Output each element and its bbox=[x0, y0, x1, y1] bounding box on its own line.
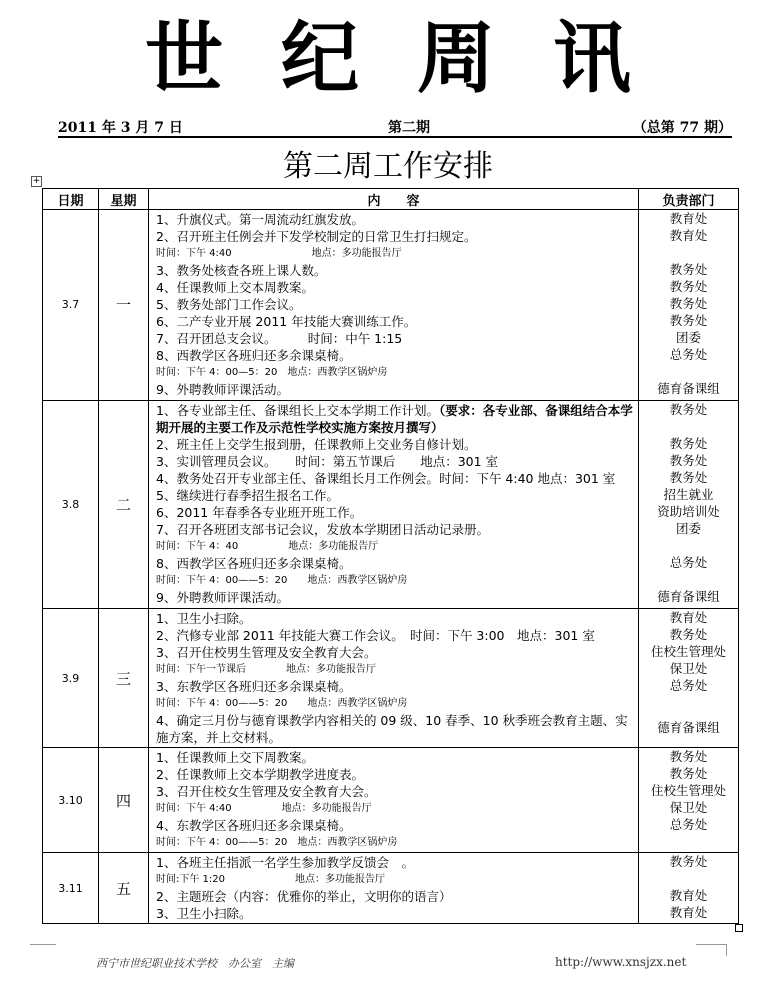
issue-number: 第二期 bbox=[388, 120, 430, 136]
task-time-location: 时间：下午 4：00—5：20 地点：西教学区锅炉房 bbox=[156, 367, 388, 378]
day-row bbox=[43, 210, 739, 401]
cell-content bbox=[149, 210, 639, 401]
task-item: 2、主题班会（内容：优雅你的举止，文明你的语言） bbox=[156, 889, 452, 905]
dept-label: 教务处 bbox=[669, 262, 708, 277]
task-item: 3、教务处核查各班上课人数。 bbox=[156, 263, 327, 278]
task-item: 2、班主任上交学生报到册，任课教师上交业务自修计划。 bbox=[156, 436, 477, 452]
task-item: 4、确定三月份与德育课教学内容相关的 09 级、10 春季、10 秋季班会教育主题、实施方案，并上交材料。 bbox=[156, 712, 628, 745]
footer-editor: 西宁市世纪职业技术学校 办公室 主编 bbox=[96, 957, 294, 970]
task-item: 4、教务处召开专业部主任、备课组长月工作例会。时间：下午 4:40 地点：301 室 bbox=[156, 470, 616, 486]
table-resize-handle[interactable] bbox=[735, 924, 743, 932]
task-time-location: 时间：下午 4:40 地点：多功能报告厅 bbox=[156, 248, 402, 259]
task-time-location: 时间：下午 4：40 地点：多功能报告厅 bbox=[156, 540, 379, 552]
task-item: 2、汽修专业部 2011 年技能大赛工作会议。 时间：下午 3:00 地点：301 室 bbox=[156, 627, 595, 643]
table-move-handle-icon[interactable]: + bbox=[32, 176, 41, 186]
task-time-location: 时间:下午 1:20 地点：多功能报告厅 bbox=[156, 874, 386, 886]
dept-label: 教务处 bbox=[669, 749, 708, 765]
header-dept: 负责部门 bbox=[639, 189, 739, 210]
dept-label: 团委 bbox=[675, 520, 701, 536]
cell-date: 3.8 bbox=[43, 400, 99, 608]
day-row bbox=[43, 608, 739, 747]
cell-content bbox=[149, 608, 639, 747]
task-item: 6、二产专业开展 2011 年技能大赛训练工作。 bbox=[156, 314, 417, 329]
dept-label bbox=[639, 694, 738, 711]
crop-mark bbox=[726, 944, 728, 956]
cell-weekday: 二 bbox=[99, 400, 149, 608]
task-time-location: 时间：下午 4：00——5：20 地点：西教学区锅炉房 bbox=[156, 837, 398, 849]
dept-label: 教务处 bbox=[669, 435, 708, 451]
task-item: 6、2011 年春季各专业班开班工作。 bbox=[156, 504, 363, 520]
dept-label: 教育处 bbox=[669, 905, 708, 921]
cell-content bbox=[149, 748, 639, 853]
task-text: 1、各专业部主任、备课组长上交本学期工作计划。 bbox=[156, 402, 439, 418]
dept-label: 教务处 bbox=[669, 469, 708, 485]
dept-label: 教务处 bbox=[669, 296, 708, 311]
dept-label: 德育备课组 bbox=[657, 381, 720, 396]
dept-label: 教务处 bbox=[669, 279, 708, 294]
task-item: 8、西教学区各班归还多余课桌椅。 bbox=[156, 555, 352, 571]
cell-dept bbox=[639, 400, 739, 608]
cell-weekday: 三 bbox=[99, 608, 149, 747]
cell-weekday: 一 bbox=[99, 210, 149, 401]
task-requirement: （要求：各专业部、备课组结合本学期开展的主要工作及示范性学校实施方案按月撰写） bbox=[156, 402, 633, 435]
crop-mark bbox=[30, 944, 56, 953]
table-header-row bbox=[43, 189, 739, 210]
task-item: 1、升旗仪式。第一周流动红旗发放。 bbox=[156, 212, 364, 227]
dept-label bbox=[639, 571, 738, 588]
masthead-title: 世纪周讯 bbox=[144, 13, 689, 104]
dept-label: 总务处 bbox=[669, 677, 708, 693]
header-content: 内 容 bbox=[149, 189, 639, 210]
dept-label: 教务处 bbox=[669, 313, 708, 328]
cell-date: 3.11 bbox=[43, 853, 99, 924]
task-item: 3、实训管理员会议。 时间：第五节课后 地点：301 室 bbox=[156, 453, 499, 469]
task-time-location: 时间：下午 4:40 地点：多功能报告厅 bbox=[156, 803, 372, 815]
dept-label: 总务处 bbox=[669, 554, 708, 570]
dept-label: 教务处 bbox=[669, 766, 708, 782]
dept-label bbox=[639, 870, 738, 887]
task-item: 5、继续进行春季招生报名工作。 bbox=[156, 487, 339, 503]
task-item: 3、卫生小扫除。 bbox=[156, 906, 252, 922]
dept-label: 总务处 bbox=[669, 347, 708, 362]
day-row bbox=[43, 400, 739, 608]
day-row bbox=[43, 853, 739, 924]
issue-total: （总第 77 期） bbox=[632, 120, 732, 136]
cell-weekday: 四 bbox=[99, 748, 149, 853]
cell-date: 3.10 bbox=[43, 748, 99, 853]
task-time-location: 时间：下午 4：00——5：20 地点：西教学区锅炉房 bbox=[156, 574, 408, 586]
dept-label: 保卫处 bbox=[669, 800, 708, 816]
task-item: 1、各班主任指派一名学生参加教学反馈会 。 bbox=[156, 855, 414, 871]
dept-label bbox=[639, 363, 738, 380]
cell-content bbox=[149, 400, 639, 608]
dept-label: 教务处 bbox=[669, 854, 708, 870]
dept-label: 教育处 bbox=[669, 211, 708, 226]
dept-label: 教务处 bbox=[669, 452, 708, 468]
task-item: 8、西教学区各班归还多余课桌椅。 bbox=[156, 348, 352, 363]
header-day: 星期 bbox=[99, 189, 149, 210]
task-item: 7、召开团总支会议。 时间：中午 1:15 bbox=[156, 331, 403, 346]
dept-label: 教育处 bbox=[669, 609, 708, 625]
day-row bbox=[43, 748, 739, 853]
task-item: 9、外聘教师评课活动。 bbox=[156, 382, 289, 397]
cell-date: 3.9 bbox=[43, 608, 99, 747]
crop-mark bbox=[696, 944, 726, 953]
task-item bbox=[156, 402, 635, 436]
task-item: 1、任课教师上交下周教案。 bbox=[156, 750, 314, 766]
task-item: 7、召开各班团支部书记会议，发放本学期团日活动记录册。 bbox=[156, 521, 489, 537]
task-time-location: 时间：下午一节课后 地点：多功能报告厅 bbox=[156, 663, 376, 675]
task-item: 2、召开班主任例会并下发学校制定的日常卫生打扫规定。 bbox=[156, 229, 477, 244]
task-item: 1、卫生小扫除。 bbox=[156, 610, 252, 626]
cell-weekday: 五 bbox=[99, 853, 149, 924]
schedule-table bbox=[42, 188, 739, 924]
task-item: 9、外聘教师评课活动。 bbox=[156, 589, 289, 605]
cell-dept bbox=[639, 608, 739, 747]
dept-label: 招生就业 bbox=[663, 486, 714, 502]
schedule-title: 第二周工作安排 bbox=[283, 149, 493, 184]
dept-label: 教育处 bbox=[669, 888, 708, 904]
dept-label: 德育备课组 bbox=[657, 588, 720, 604]
dept-label: 教务处 bbox=[669, 626, 708, 642]
issue-date: 2011 年 3 月 7 日 bbox=[58, 120, 183, 136]
task-item: 4、东教学区各班归还多余课桌椅。 bbox=[156, 818, 352, 834]
dept-label: 住校生管理处 bbox=[650, 783, 726, 799]
dept-label: 保卫处 bbox=[669, 660, 708, 676]
dept-label: 团委 bbox=[675, 330, 701, 345]
dept-label bbox=[639, 537, 738, 554]
issue-line bbox=[58, 116, 732, 138]
dept-label: 资助培训处 bbox=[657, 503, 720, 519]
task-item: 4、任课教师上交本周教案。 bbox=[156, 280, 314, 295]
cell-dept bbox=[639, 853, 739, 924]
task-item: 3、召开住校女生管理及安全教育大会。 bbox=[156, 784, 377, 800]
footer-url[interactable]: http://www.xnsjzx.net bbox=[555, 955, 687, 969]
dept-label bbox=[639, 833, 738, 850]
cell-date: 3.7 bbox=[43, 210, 99, 401]
cell-dept bbox=[639, 210, 739, 401]
dept-label bbox=[639, 244, 738, 261]
task-item: 5、教务处部门工作会议。 bbox=[156, 297, 302, 312]
cell-dept bbox=[639, 748, 739, 853]
task-item: 3、召开住校男生管理及安全教育大会。 bbox=[156, 644, 377, 660]
dept-label: 教育处 bbox=[669, 228, 708, 243]
header-date: 日期 bbox=[43, 189, 99, 210]
dept-label: 教务处 bbox=[669, 401, 708, 417]
task-time-location: 时间：下午 4：00——5：20 地点：西教学区锅炉房 bbox=[156, 697, 408, 709]
task-item: 3、东教学区各班归还多余课桌椅。 bbox=[156, 678, 352, 694]
dept-label: 住校生管理处 bbox=[650, 643, 726, 659]
cell-content bbox=[149, 853, 639, 924]
dept-label: 德育备课组 bbox=[657, 719, 720, 735]
dept-label: 总务处 bbox=[669, 817, 708, 833]
task-item: 2、任课教师上交本学期教学进度表。 bbox=[156, 767, 364, 783]
